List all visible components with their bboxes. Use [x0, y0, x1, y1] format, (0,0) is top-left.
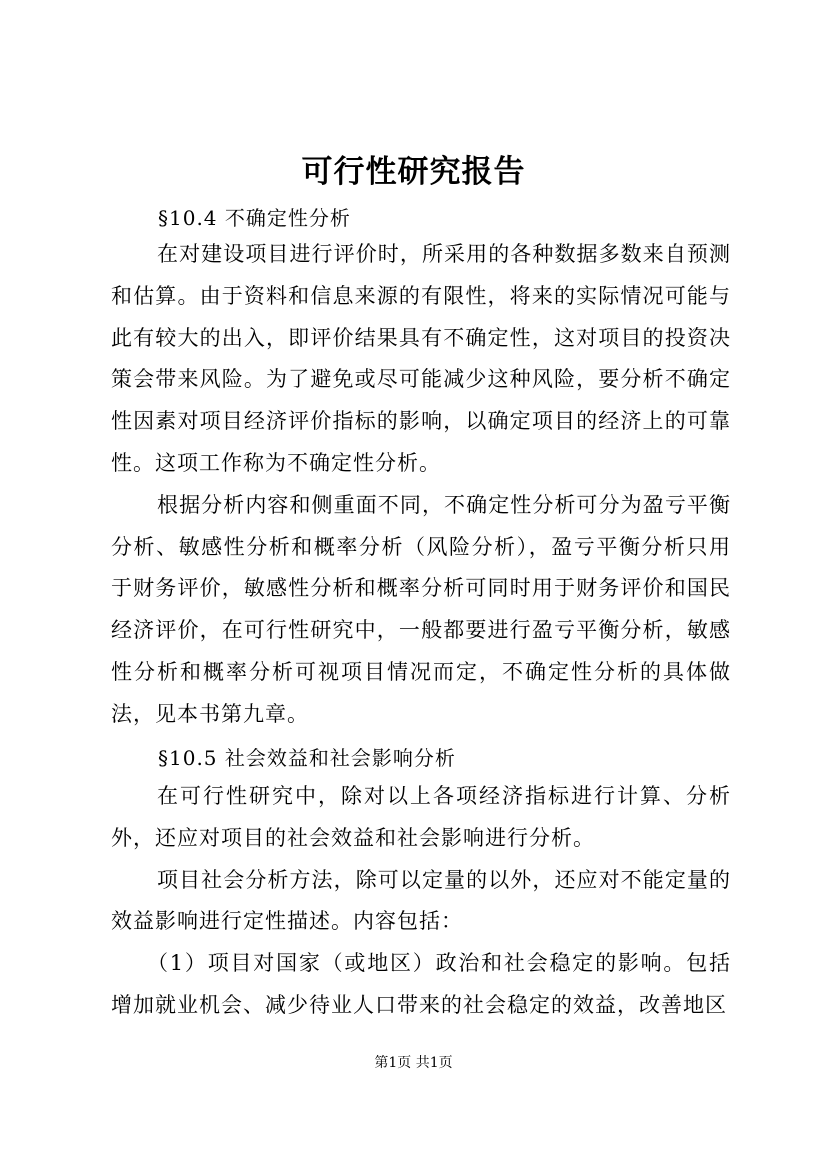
paragraph: 在对建设项目进行评价时，所采用的各种数据多数来自预测和估算。由于资料和信息来源的有限性，将来的实际情况可能与此有较大的出入，即评价结果具有不确定性，这对项目的投资决策会带来风险。为了避免或尽可能减少这种风险，要分析不确定性因素对项目经济评价指标的影响，以确定项目的经济上的可靠性。这项工作称为不确定性分析。 — [111, 242, 731, 475]
section-heading-10-5: §10.5 社会效益和社会影响分析 — [158, 746, 456, 770]
paragraph: （1）项目对国家（或地区）政治和社会稳定的影响。包括增加就业机会、减少待业人口带来的社会稳定的效益，改善地区 — [111, 951, 731, 1017]
paragraph: 在可行性研究中，除对以上各项经济指标进行计算、分析外，还应对项目的社会效益和社会影响进行分析。 — [111, 784, 731, 850]
paragraph: 项目社会分析方法，除可以定量的以外，还应对不能定量的效益影响进行定性描述。内容包括： — [111, 867, 731, 934]
section-heading-10-4: §10.4 不确定性分析 — [158, 206, 351, 230]
document-title: 可行性研究报告 — [301, 154, 526, 190]
page-footer: 第1页 共1页 — [374, 1055, 453, 1071]
section-10-4-body — [111, 234, 731, 736]
paragraph: 根据分析内容和侧重面不同，不确定性分析可分为盈亏平衡分析、敏感性分析和概率分析（风险分析），盈亏平衡分析只用于财务评价，敏感性分析和概率分析可同时用于财务评价和国民经济评价，在可行性研究中，一般都要进行盈亏平衡分析，敏感性分析和概率分析可视项目情况而定，不确定性分析的具体做法，见本书第九章。 — [111, 492, 731, 726]
section-10-5-body — [111, 776, 731, 1027]
